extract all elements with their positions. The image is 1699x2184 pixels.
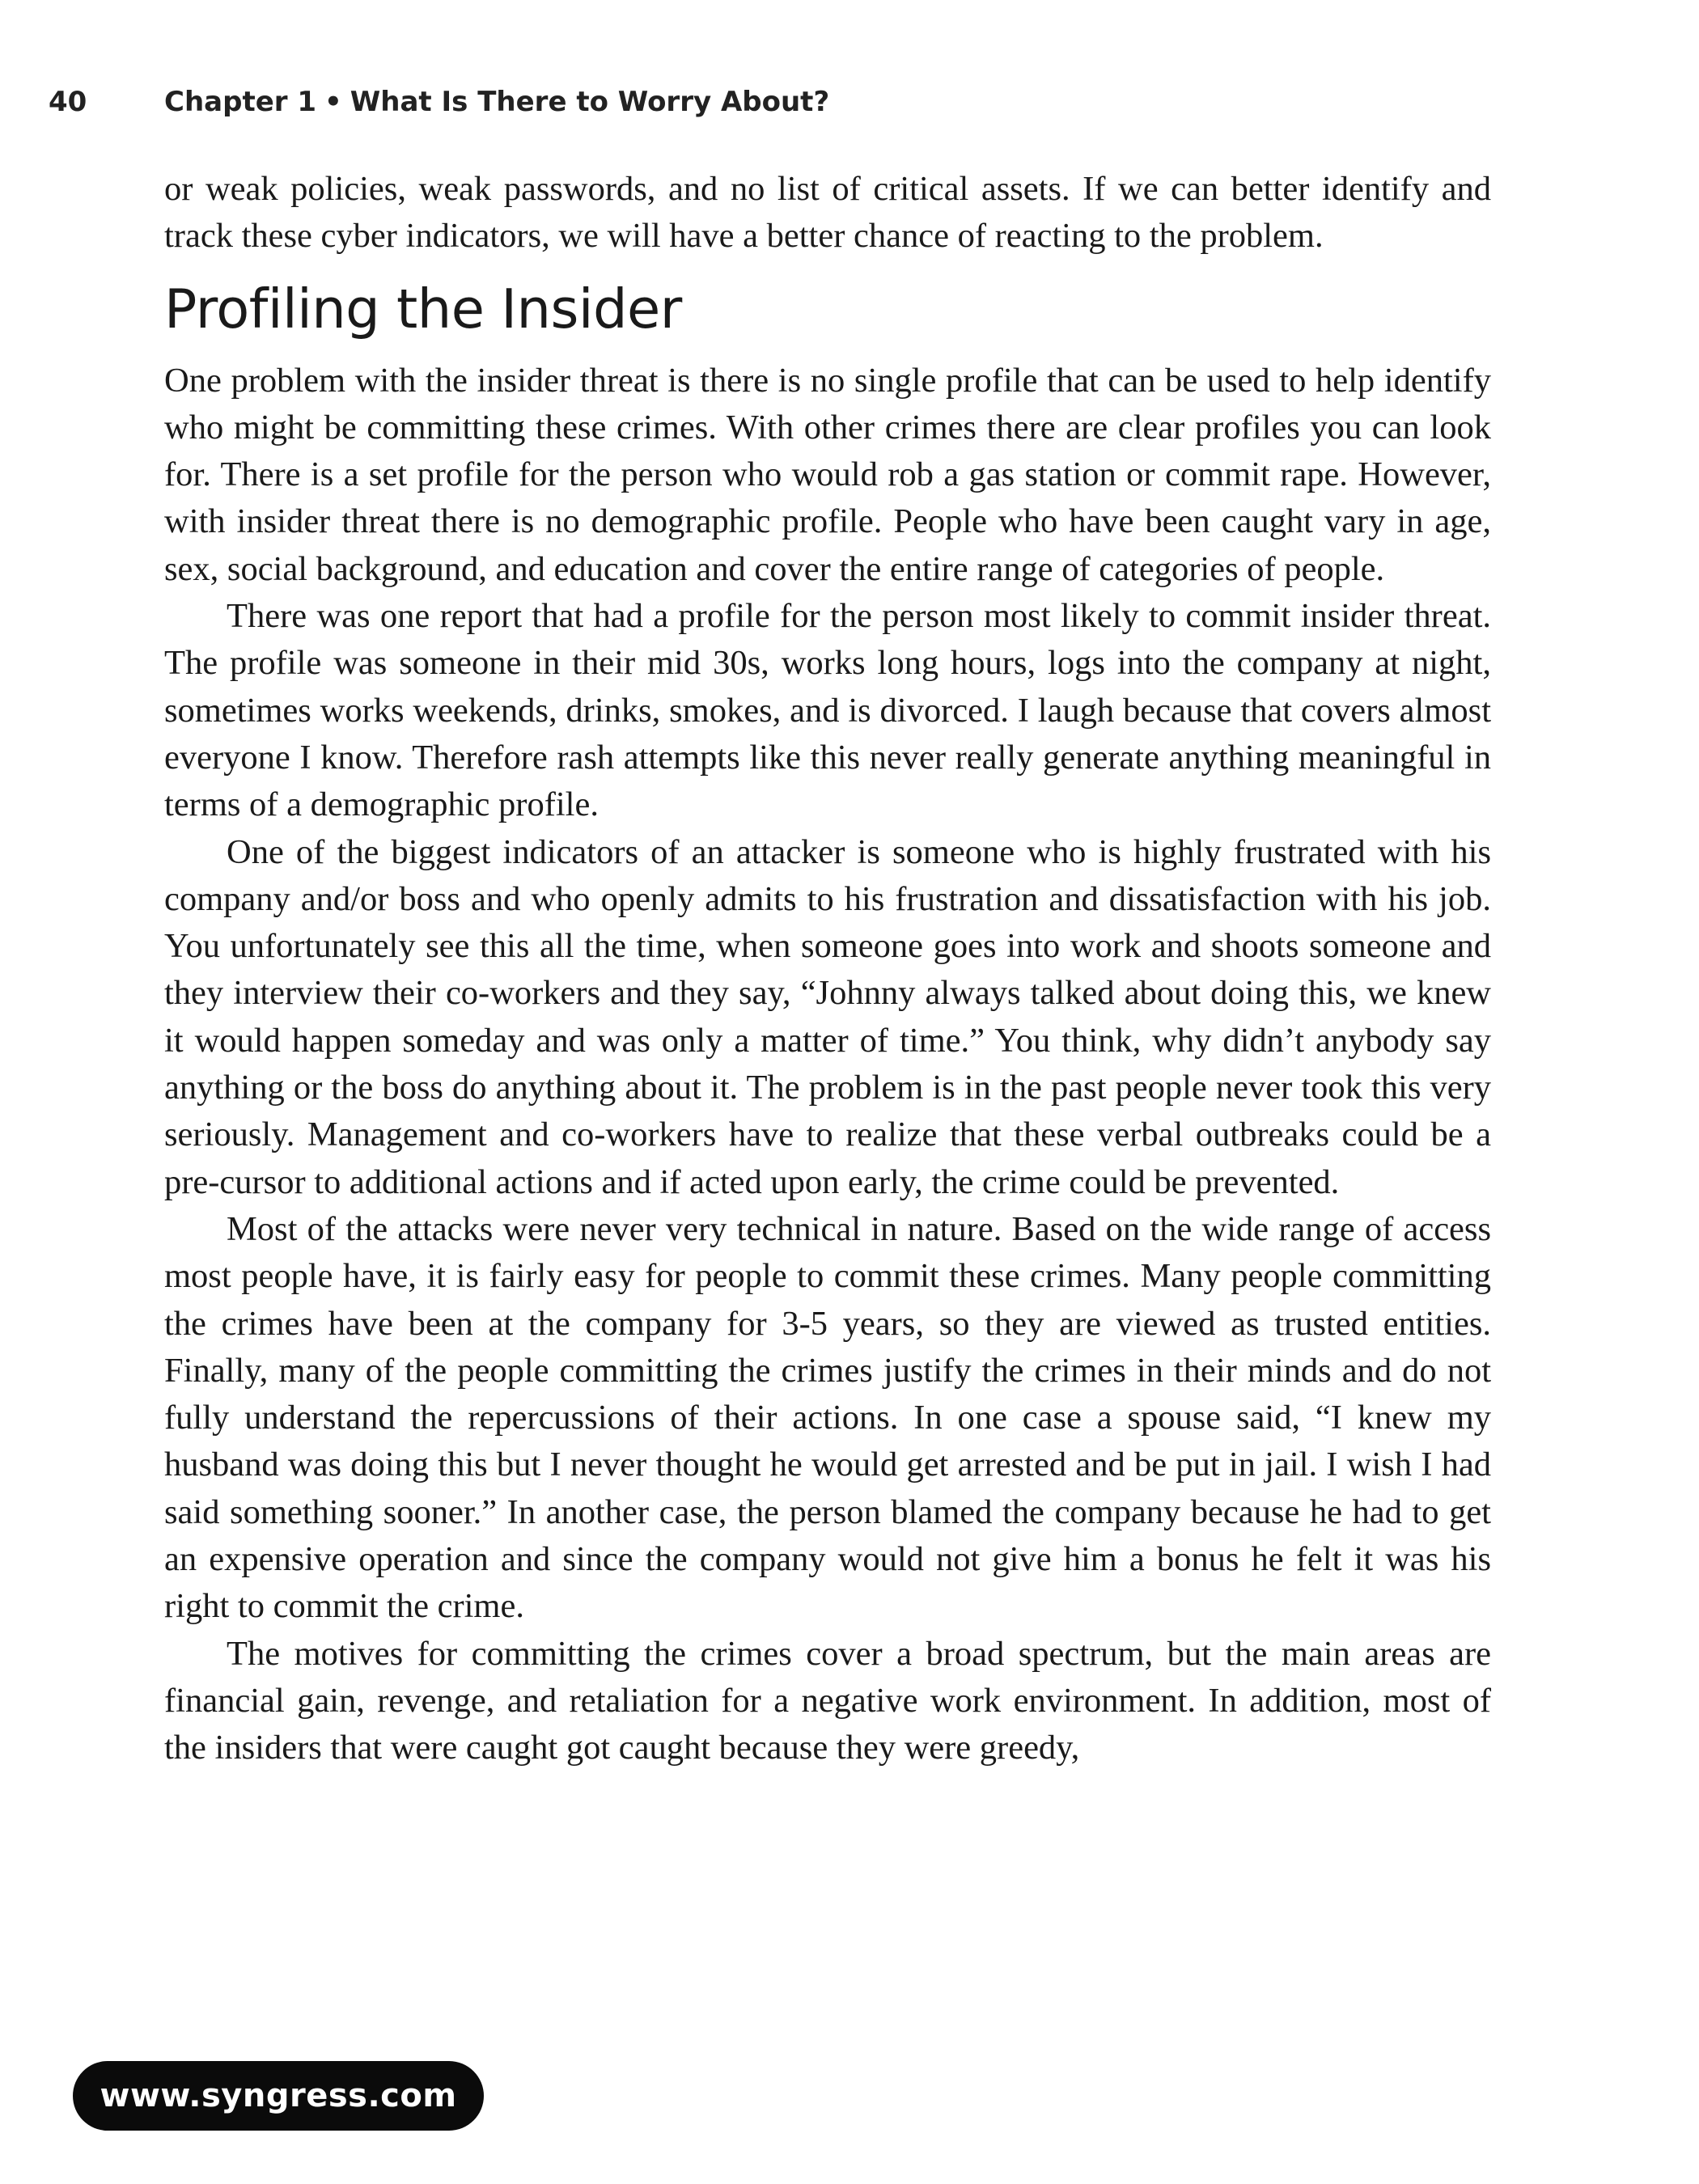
body-paragraph: The motives for committing the crimes cover a broad spectrum, but the main areas are financial gain, revenge, and retaliation for a negative work environment. In addition, most of the insiders that were caught got caught because they were greedy,	[164, 1634, 1491, 1767]
section-heading: Profiling the Insider	[164, 277, 682, 341]
body-paragraph: One problem with the insider threat is there is no single profile that can be used to help identify who might be committing these crimes. With other crimes there are clear profiles you can look for. There is a set profile for the person who would rob a gas station or commit rape. However, with insider threat there is no demographic profile. People who have been caught vary in age, sex, social background, and education and cover the entire range of categories of people.	[164, 361, 1491, 588]
intro-paragraph: or weak policies, weak passwords, and no list of critical assets. If we can better identify and track these cyber indicators, we will have a better chance of reacting to the problem.	[164, 170, 1491, 256]
chapter-label: Chapter 1	[164, 86, 317, 118]
running-head	[49, 86, 829, 118]
page-body	[164, 166, 1491, 1772]
footer-url-badge	[73, 2061, 484, 2131]
body-paragraph: There was one report that had a profile for the person most likely to commit insider threat. The profile was someone in their mid 30s, works long hours, logs into the company at night, sometimes works weekends, drinks, smokes, and is divorced. I laugh because that covers almost everyone I know. Therefore rash attempts like this never really generate anything meaningful in terms of a demographic profile.	[164, 597, 1491, 824]
body-paragraph: One of the biggest indicators of an attacker is someone who is highly frustrated with his company and/or boss and who openly admits to his frustration and dissatisfaction with his job. You unfortunately see this all the time, when someone goes into work and shoots someone and they interview their co-workers and they say, “Johnny always talked about doing this, we knew it would happen someday and was only a matter of time.” You think, why didn’t anybody say anything or the boss do anything about it. The problem is in the past people never took this very seriously. Management and co-workers have to realize that these verbal outbreaks could be a pre-cursor to additional actions and if acted upon early, the crime could be prevented.	[164, 832, 1491, 1201]
footer-url: www.syngress.com	[100, 2077, 457, 2114]
body-paragraph: Most of the attacks were never very technical in nature. Based on the wide range of access most people have, it is fairly easy for people to commit these crimes. Many people committing the crimes have been at the company for 3-5 years, so they are viewed as trusted entities. Finally, many of the people committing the crimes justify the crimes in their minds and do not fully understand the repercussions of their actions. In one case a spouse said, “I knew my husband was doing this but I never thought he would get arrested and be put in jail. I wish I had said something sooner.” In another case, the person blamed the company because he had to get an expensive operation and since the company would not give him a bonus he felt it was his right to commit the crime.	[164, 1209, 1491, 1626]
chapter-title: What Is There to Worry About?	[350, 86, 830, 118]
page-number: 40	[49, 86, 87, 118]
header-separator: •	[324, 86, 342, 118]
